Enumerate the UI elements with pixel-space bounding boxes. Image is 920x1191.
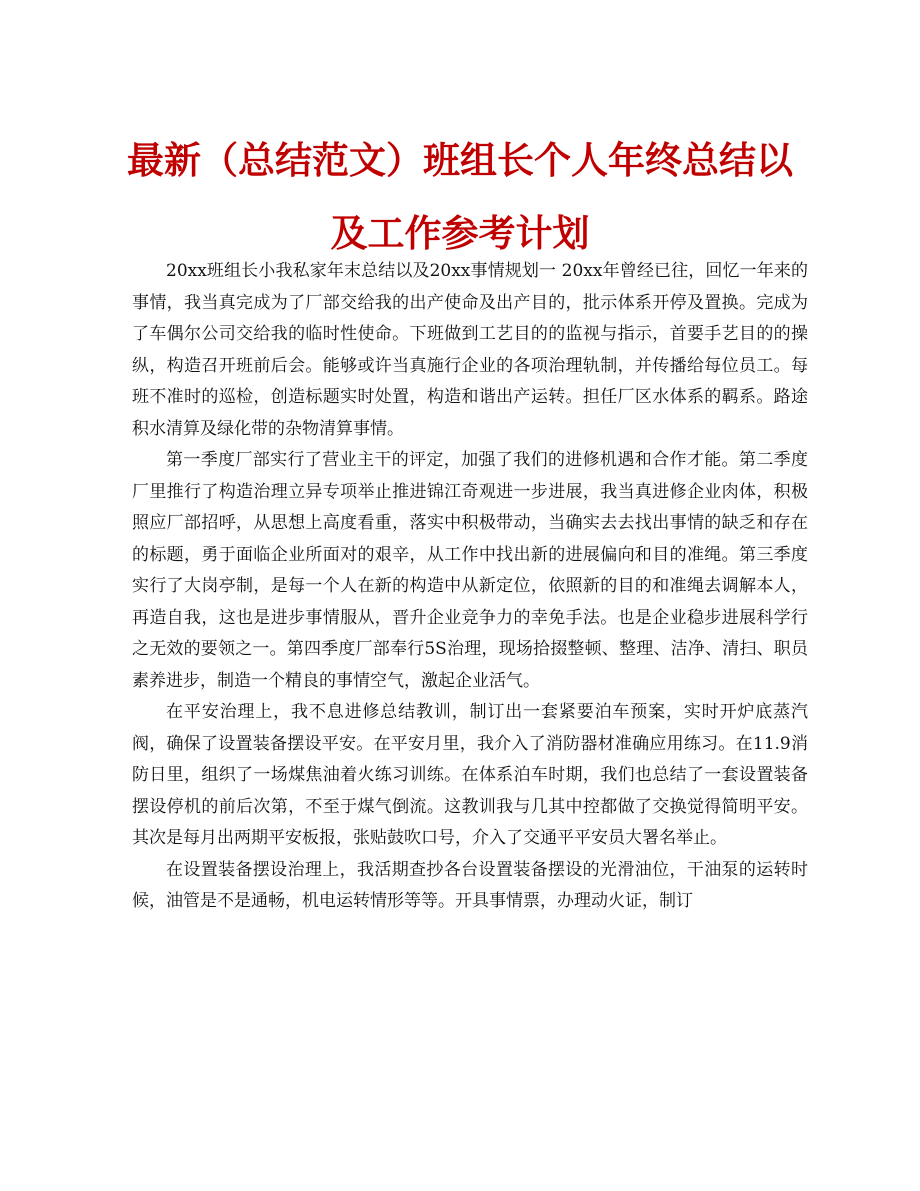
paragraph-2: 第一季度厂部实行了营业主干的评定，加强了我们的进修机遇和合作才能。第二季度厂里推行了构造治理立异专项举止推进锦江奇观进一步进展，我当真进修企业肉体，积极照应厂部招呼，从思想上高度看重，落实中积极带动，当确实去去找出事情的缺乏和存在的标题，勇于面临企业所面对的艰辛，从工作中找出新的进展偏向和目的准绳。第三季度实行了大岗亭制，是每一个人在新的构造中从新定位，依照新的目的和准绳去调解本人，再造自我，这也是进步事情服从，晋升企业竞争力的幸免手法。也是企业稳步进展科学行之无效的要领之一。第四季度厂部奉行5S治理，现场拾掇整顿、整理、洁净、清扫、职员素养进步，制造一个精良的事情空气，激起企业活气。: [132, 450, 808, 691]
paragraph-3: 在平安治理上，我不息进修总结教训，制订出一套紧要泊车预案，实时开炉底蒸汽阀，确保了设置装备摆设平安。在平安月里，我介入了消防器材准确应用练习。在11.9消防日里，组织了一场煤焦油着火练习训练。在体系泊车时期，我们也总结了一套设置装备摆设停机的前后次第，不至于煤气倒流。这教训我与几其中控都做了交换觉得简明平安。其次是每月出两期平安板报，张贴鼓吹口号，介入了交通平平安员大署名举止。: [132, 702, 808, 848]
paragraph-4: 在设置装备摆设治理上，我活期查抄各台设置装备摆设的光滑油位，干油泵的运转时候，油管是不是通畅，机电运转情形等等。开具事情票，办理动火证，制订: [132, 859, 808, 911]
document-body: [132, 256, 808, 918]
document-title: 最新（总结范文）班组长个人年终总结以及工作参考计划: [127, 139, 793, 255]
paragraph-1: 20xx班组长小我私家年末总结以及20xx事情规划一 20xx年曾经已往，回忆一年来的事情，我当真完成为了厂部交给我的出产使命及出产目的，批示体系开停及置换。完成为了车偶尔公司交给我的临时性使命。下班做到工艺目的的监视与指示，首要手艺目的的操纵，构造召开班前后会。能够或许当真施行企业的各项治理轨制，并传播给每位员工。每班不准时的巡检，创造标题实时处置，构造和谐出产运转。担任厂区水体系的羁系。路途积水清算及绿化带的杂物清算事情。: [132, 261, 808, 439]
